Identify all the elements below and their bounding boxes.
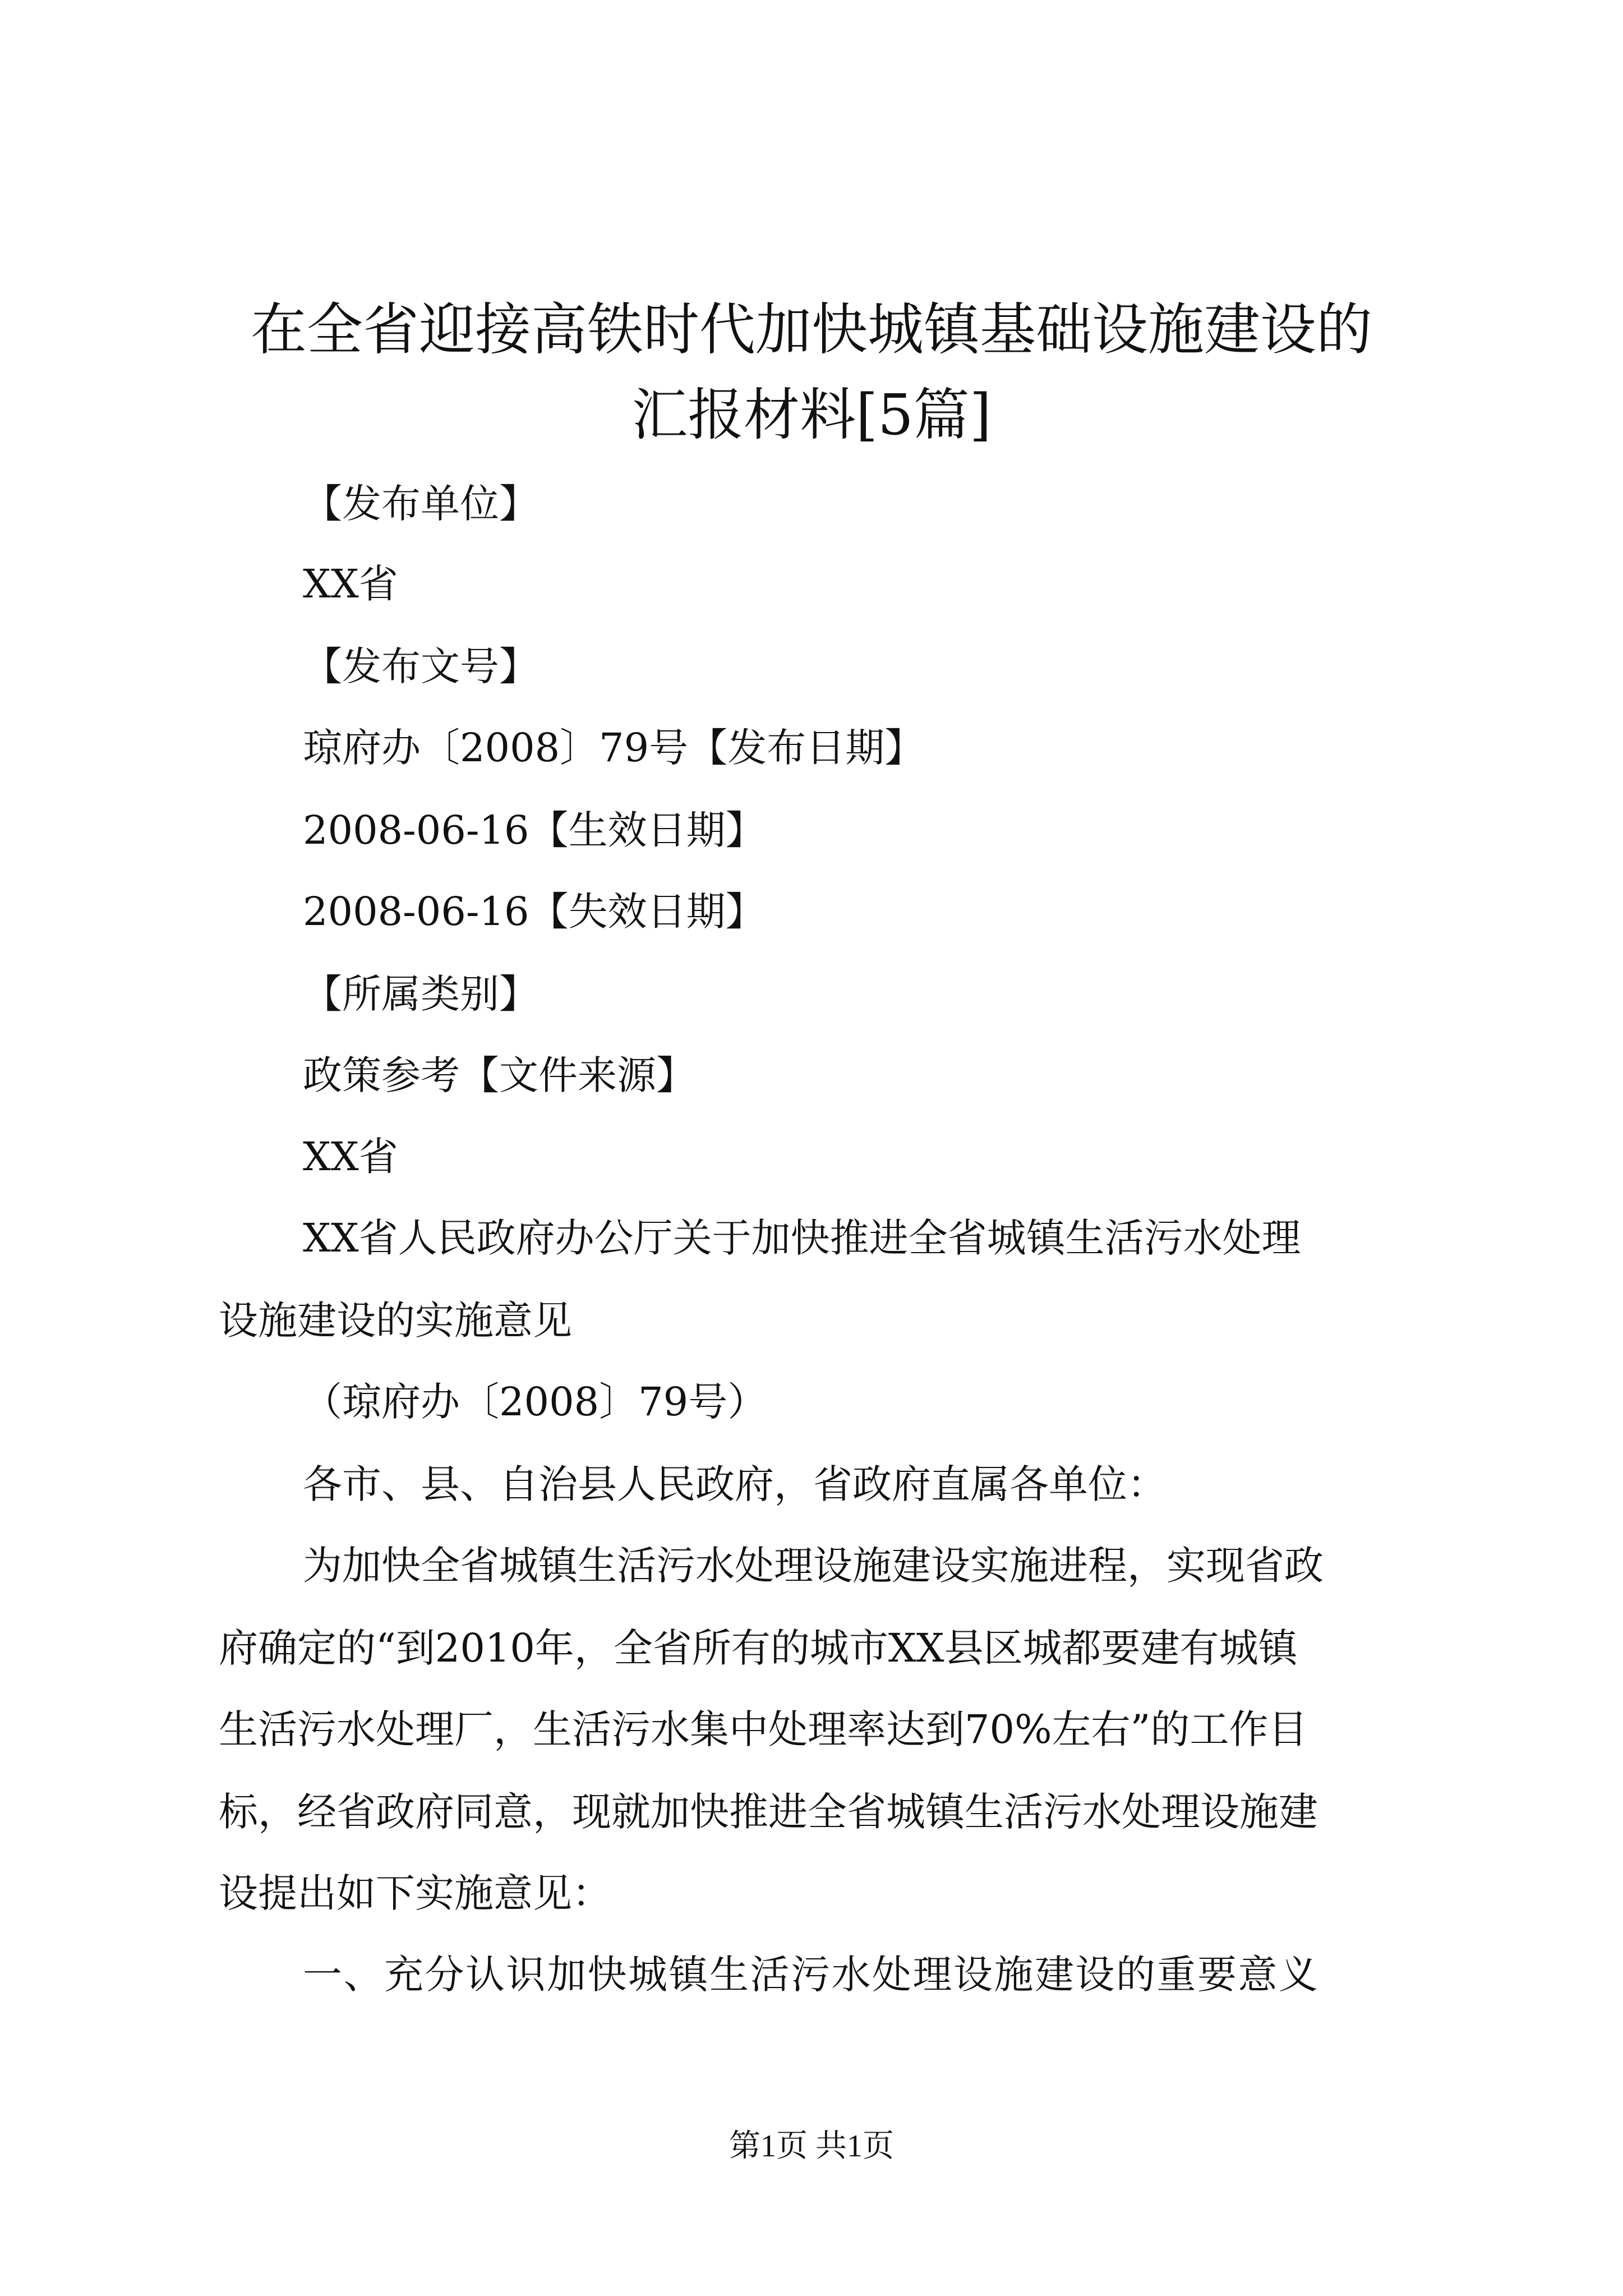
publisher-label: 【发布单位】: [303, 481, 538, 527]
doc-number-line: 琼府办〔2008〕79号【发布日期】: [303, 725, 924, 771]
effective-date-line: 2008-06-16【失效日期】: [303, 889, 765, 935]
publisher-value: XX省: [303, 561, 398, 607]
source-value: XX省: [303, 1134, 398, 1180]
page-footer: 第1页 共1页: [729, 2129, 894, 2164]
addressee-line: 各市、县、自治县人民政府，省政府直属各单位：: [303, 1461, 1166, 1507]
section-heading: 一、充分认识加快城镇生活污水处理设施建设的重要意义: [303, 1952, 1320, 1998]
document-reference: （琼府办〔2008〕79号）: [303, 1379, 767, 1425]
category-label: 【所属类别】: [303, 971, 538, 1017]
paragraph-line: 标，经省政府同意，现就加快推进全省城镇生活污水处理设施建: [219, 1789, 1318, 1835]
category-line: 政策参考【文件来源】: [303, 1052, 695, 1098]
document-title-line-2: 汇报材料[5篇]: [631, 382, 992, 448]
body-heading-line-2: 设施建设的实施意见: [219, 1297, 572, 1343]
document-title-line-1: 在全省迎接高铁时代加快城镇基础设施建设的: [251, 297, 1372, 362]
publish-date-line: 2008-06-16【生效日期】: [303, 807, 765, 853]
paragraph-line: 府确定的“到2010年，全省所有的城市XX县区城都要建有城镇: [219, 1625, 1298, 1671]
paragraph-line: 设提出如下实施意见：: [219, 1870, 611, 1916]
doc-number-label: 【发布文号】: [303, 643, 538, 689]
paragraph-line: 生活污水处理厂，生活污水集中处理率达到70%左右”的工作目: [219, 1706, 1308, 1752]
paragraph-line: 为加快全省城镇生活污水处理设施建设实施进程，实现省政: [303, 1543, 1324, 1589]
body-heading-line-1: XX省人民政府办公厅关于加快推进全省城镇生活污水处理: [303, 1215, 1301, 1261]
